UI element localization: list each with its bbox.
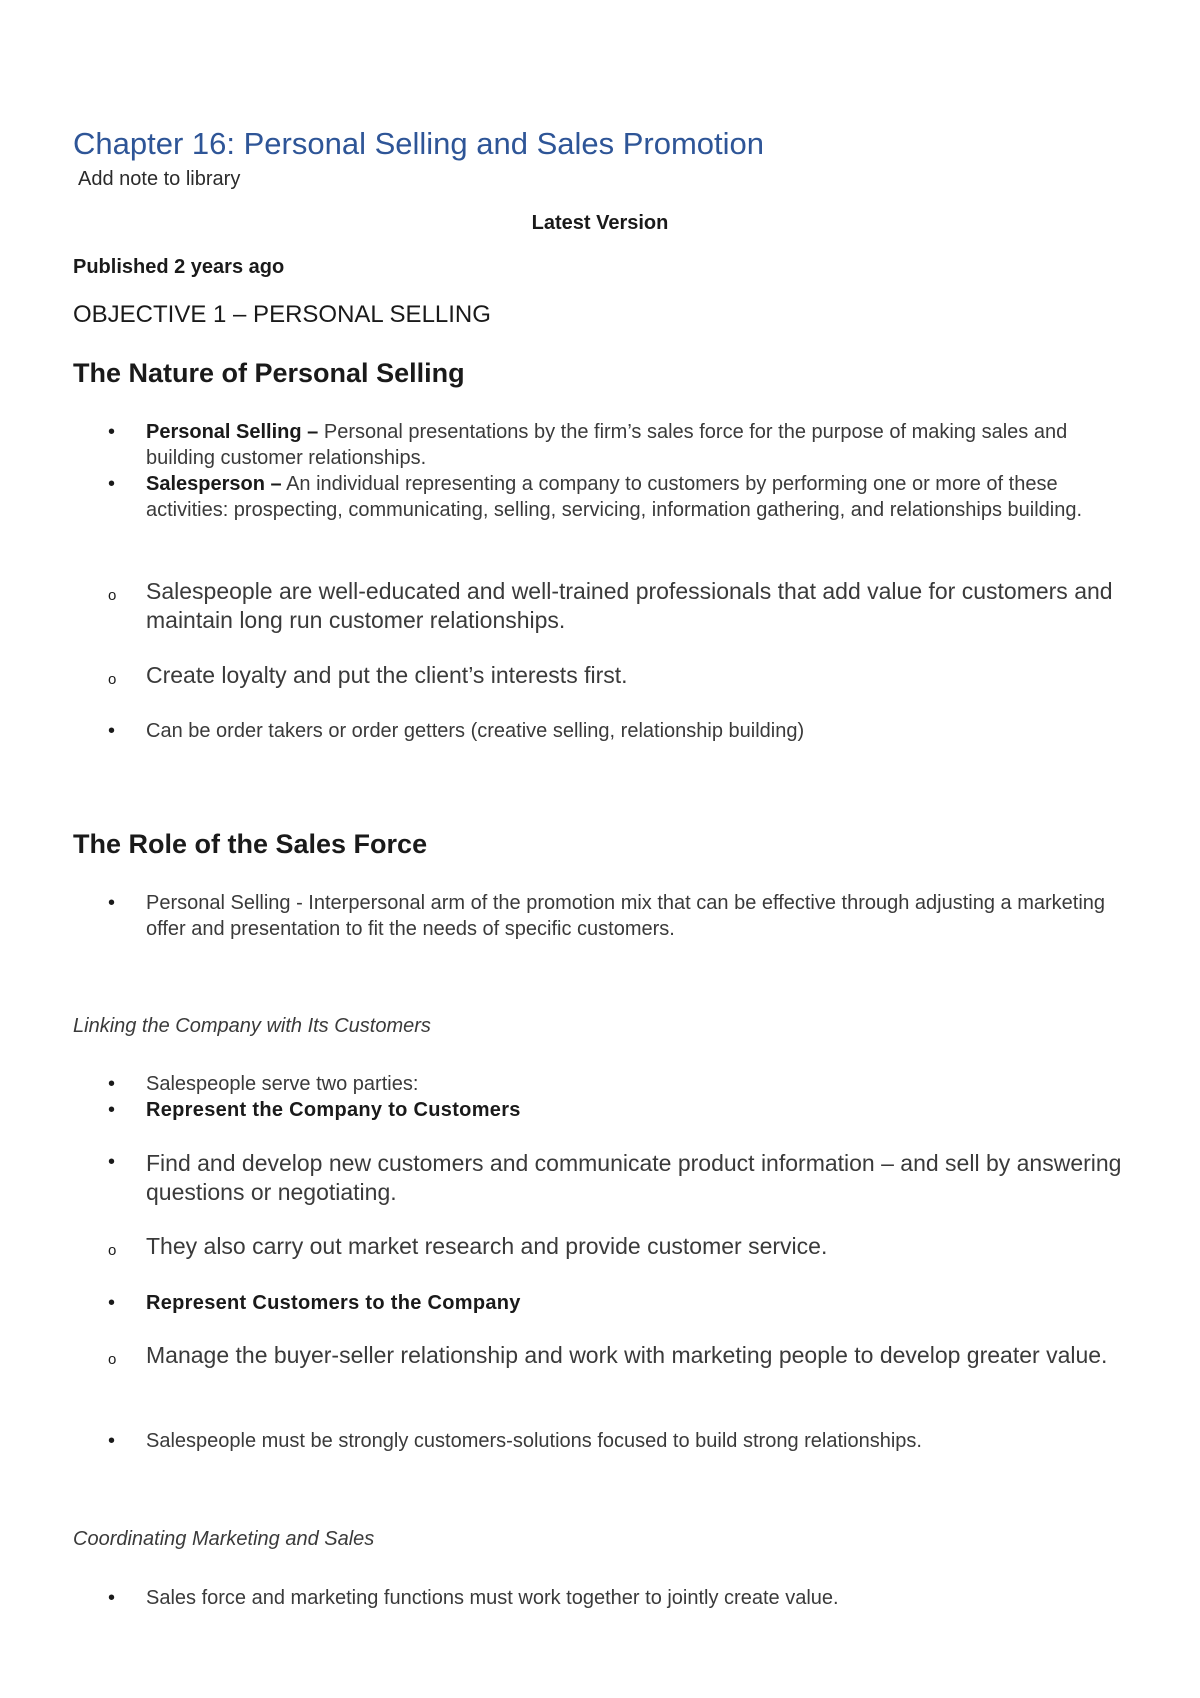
list-item-text: Salespeople must be strongly customers-solutions focused to build strong relationships. bbox=[146, 1430, 922, 1452]
list-item-text: Salespeople serve two parties: bbox=[146, 1073, 419, 1095]
circle-marker: o bbox=[108, 671, 117, 688]
list-item-text: Sales force and marketing functions must work together to jointly create value. bbox=[146, 1587, 839, 1609]
bullet-marker: • bbox=[108, 892, 116, 914]
section-heading-role: The Role of the Sales Force bbox=[73, 829, 428, 859]
bullet-marker: • bbox=[108, 421, 116, 443]
list-item bbox=[108, 1428, 1138, 1454]
list-item bbox=[108, 890, 1138, 942]
bullet-marker: • bbox=[108, 1099, 116, 1121]
list-item bbox=[108, 471, 1138, 523]
latest-version-label: Latest Version bbox=[531, 212, 669, 234]
published-label: Published 2 years ago bbox=[73, 256, 285, 278]
list-item bbox=[108, 661, 1138, 695]
definition-text: An individual representing a company to customers by performing one or more of these activities: prospecting, communicating, selling, servicing, information gathering, and relationships building. bbox=[146, 473, 1083, 521]
list-item-text: Salespeople are well-educated and well-trained professionals that add value for customers and maintain long run customer relationships. bbox=[146, 578, 1113, 633]
list-item bbox=[108, 1232, 1138, 1266]
list-item bbox=[108, 577, 1138, 635]
list-item bbox=[108, 718, 1138, 744]
list-item-text: They also carry out market research and provide customer service. bbox=[146, 1233, 828, 1259]
list-item bbox=[108, 419, 1138, 471]
list-item bbox=[108, 1585, 1138, 1611]
subheading-linking: Linking the Company with Its Customers bbox=[73, 1015, 431, 1037]
bullet-marker: • bbox=[108, 1151, 116, 1173]
list-item bbox=[108, 1149, 1138, 1207]
list-item-text bbox=[146, 419, 1138, 471]
list-item-text: Manage the buyer-seller relationship and work with marketing people to develop greater value. bbox=[146, 1342, 1108, 1368]
definition-term: Salesperson – bbox=[146, 473, 282, 495]
list-item bbox=[108, 1097, 1138, 1123]
list-item bbox=[108, 1290, 1138, 1316]
list-item-text bbox=[146, 471, 1138, 523]
list-item-text: Create loyalty and put the client’s interests first. bbox=[146, 662, 628, 688]
list-item-text: Represent Customers to the Company bbox=[146, 1292, 521, 1314]
circle-marker: o bbox=[108, 1351, 117, 1368]
list-item-text: Can be order takers or order getters (creative selling, relationship building) bbox=[146, 720, 805, 742]
page-title: Chapter 16: Personal Selling and Sales Promotion bbox=[73, 126, 765, 161]
bullet-marker: • bbox=[108, 720, 116, 742]
bullet-marker: • bbox=[108, 473, 116, 495]
bullet-marker: • bbox=[108, 1292, 116, 1314]
definition-term: Personal Selling – bbox=[146, 421, 319, 443]
bullet-marker: • bbox=[108, 1587, 116, 1609]
circle-marker: o bbox=[108, 1242, 117, 1259]
list-item-text: Find and develop new customers and communicate product information – and sell by answering questions or negotiating. bbox=[146, 1150, 1122, 1205]
list-item bbox=[108, 1341, 1138, 1375]
bullet-marker: • bbox=[108, 1430, 116, 1452]
section-heading-nature: The Nature of Personal Selling bbox=[73, 358, 465, 388]
circle-marker: o bbox=[108, 587, 117, 604]
list-item bbox=[108, 1071, 1138, 1097]
bullet-marker: • bbox=[108, 1073, 116, 1095]
subheading-coordinating: Coordinating Marketing and Sales bbox=[73, 1528, 375, 1550]
list-item-text: Personal Selling - Interpersonal arm of the promotion mix that can be effective through adjusting a marketing offer and presentation to fit the needs of specific customers. bbox=[146, 892, 1106, 940]
add-note-link[interactable]: Add note to library bbox=[78, 168, 241, 190]
definition-text: Personal presentations by the firm’s sales force for the purpose of making sales and building customer relationships. bbox=[146, 421, 1068, 469]
list-item-text: Represent the Company to Customers bbox=[146, 1099, 521, 1121]
objective-heading: OBJECTIVE 1 – PERSONAL SELLING bbox=[73, 301, 491, 328]
